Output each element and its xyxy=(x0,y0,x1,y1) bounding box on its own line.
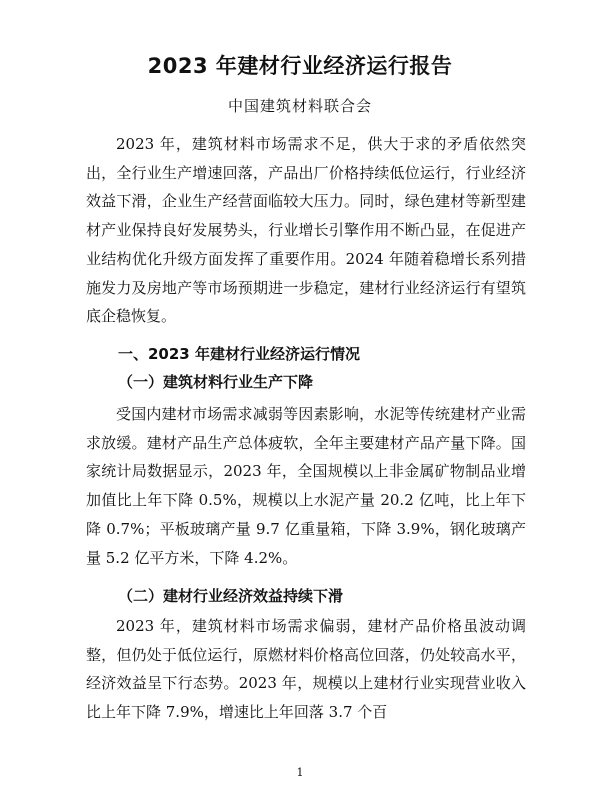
subsection-2-paragraph: 2023 年，建筑材料市场需求偏弱，建材产品价格虽波动调整，但仍处于低位运行，原燃材料价格高位回落，仍处较高水平，经济效益呈下行态势。2023 年，规模以上建材行业实现营业收入比上年下降 7.9%，增速比上年回落 3.7 个百 xyxy=(86,617,526,722)
subsection-1-paragraph: 受国内建材市场需求减弱等因素影响，水泥等传统建材产业需求放缓。建材产品生产总体疲软，全年主要建材产品产量下降。国家统计局数据显示，2023 年，全国规模以上非金属矿物制品业增加值比上年下降 0.5%，规模以上水泥产量 20.2 亿吨，比上年下降 0.7%；平板玻璃产量 9.7 亿重量箱，下降 3.9%，钢化玻璃产量 5.2 亿平方米，下降 4.2%。 xyxy=(86,405,526,567)
document-author: 中国建筑材料联合会 xyxy=(227,97,372,115)
intro-paragraph: 2023 年，建筑材料市场需求不足，供大于求的矛盾依然突出，全行业生产增速回落，产品出厂价格持续低位运行，行业经济效益下滑，企业生产经营面临较大压力。同时，绿色建材等新型建材产业保持良好发展势头，行业增长引擎作用不断凸显，在促进产业结构优化升级方面发挥了重要作用。2024 年随着稳增长系列措施发力及房地产等市场预期进一步稳定，建材行业经济运行有望筑底企稳恢复。 xyxy=(86,135,526,326)
page-number: 1 xyxy=(296,766,304,779)
document-title: 2023 年建材行业经济运行报告 xyxy=(147,54,453,78)
subsection-heading-1: （一）建筑材料行业生产下降 xyxy=(118,373,314,391)
section-heading: 一、2023 年建材行业经济运行情况 xyxy=(118,345,360,363)
subsection-heading-2: （二）建材行业经济效益持续下滑 xyxy=(118,587,344,605)
